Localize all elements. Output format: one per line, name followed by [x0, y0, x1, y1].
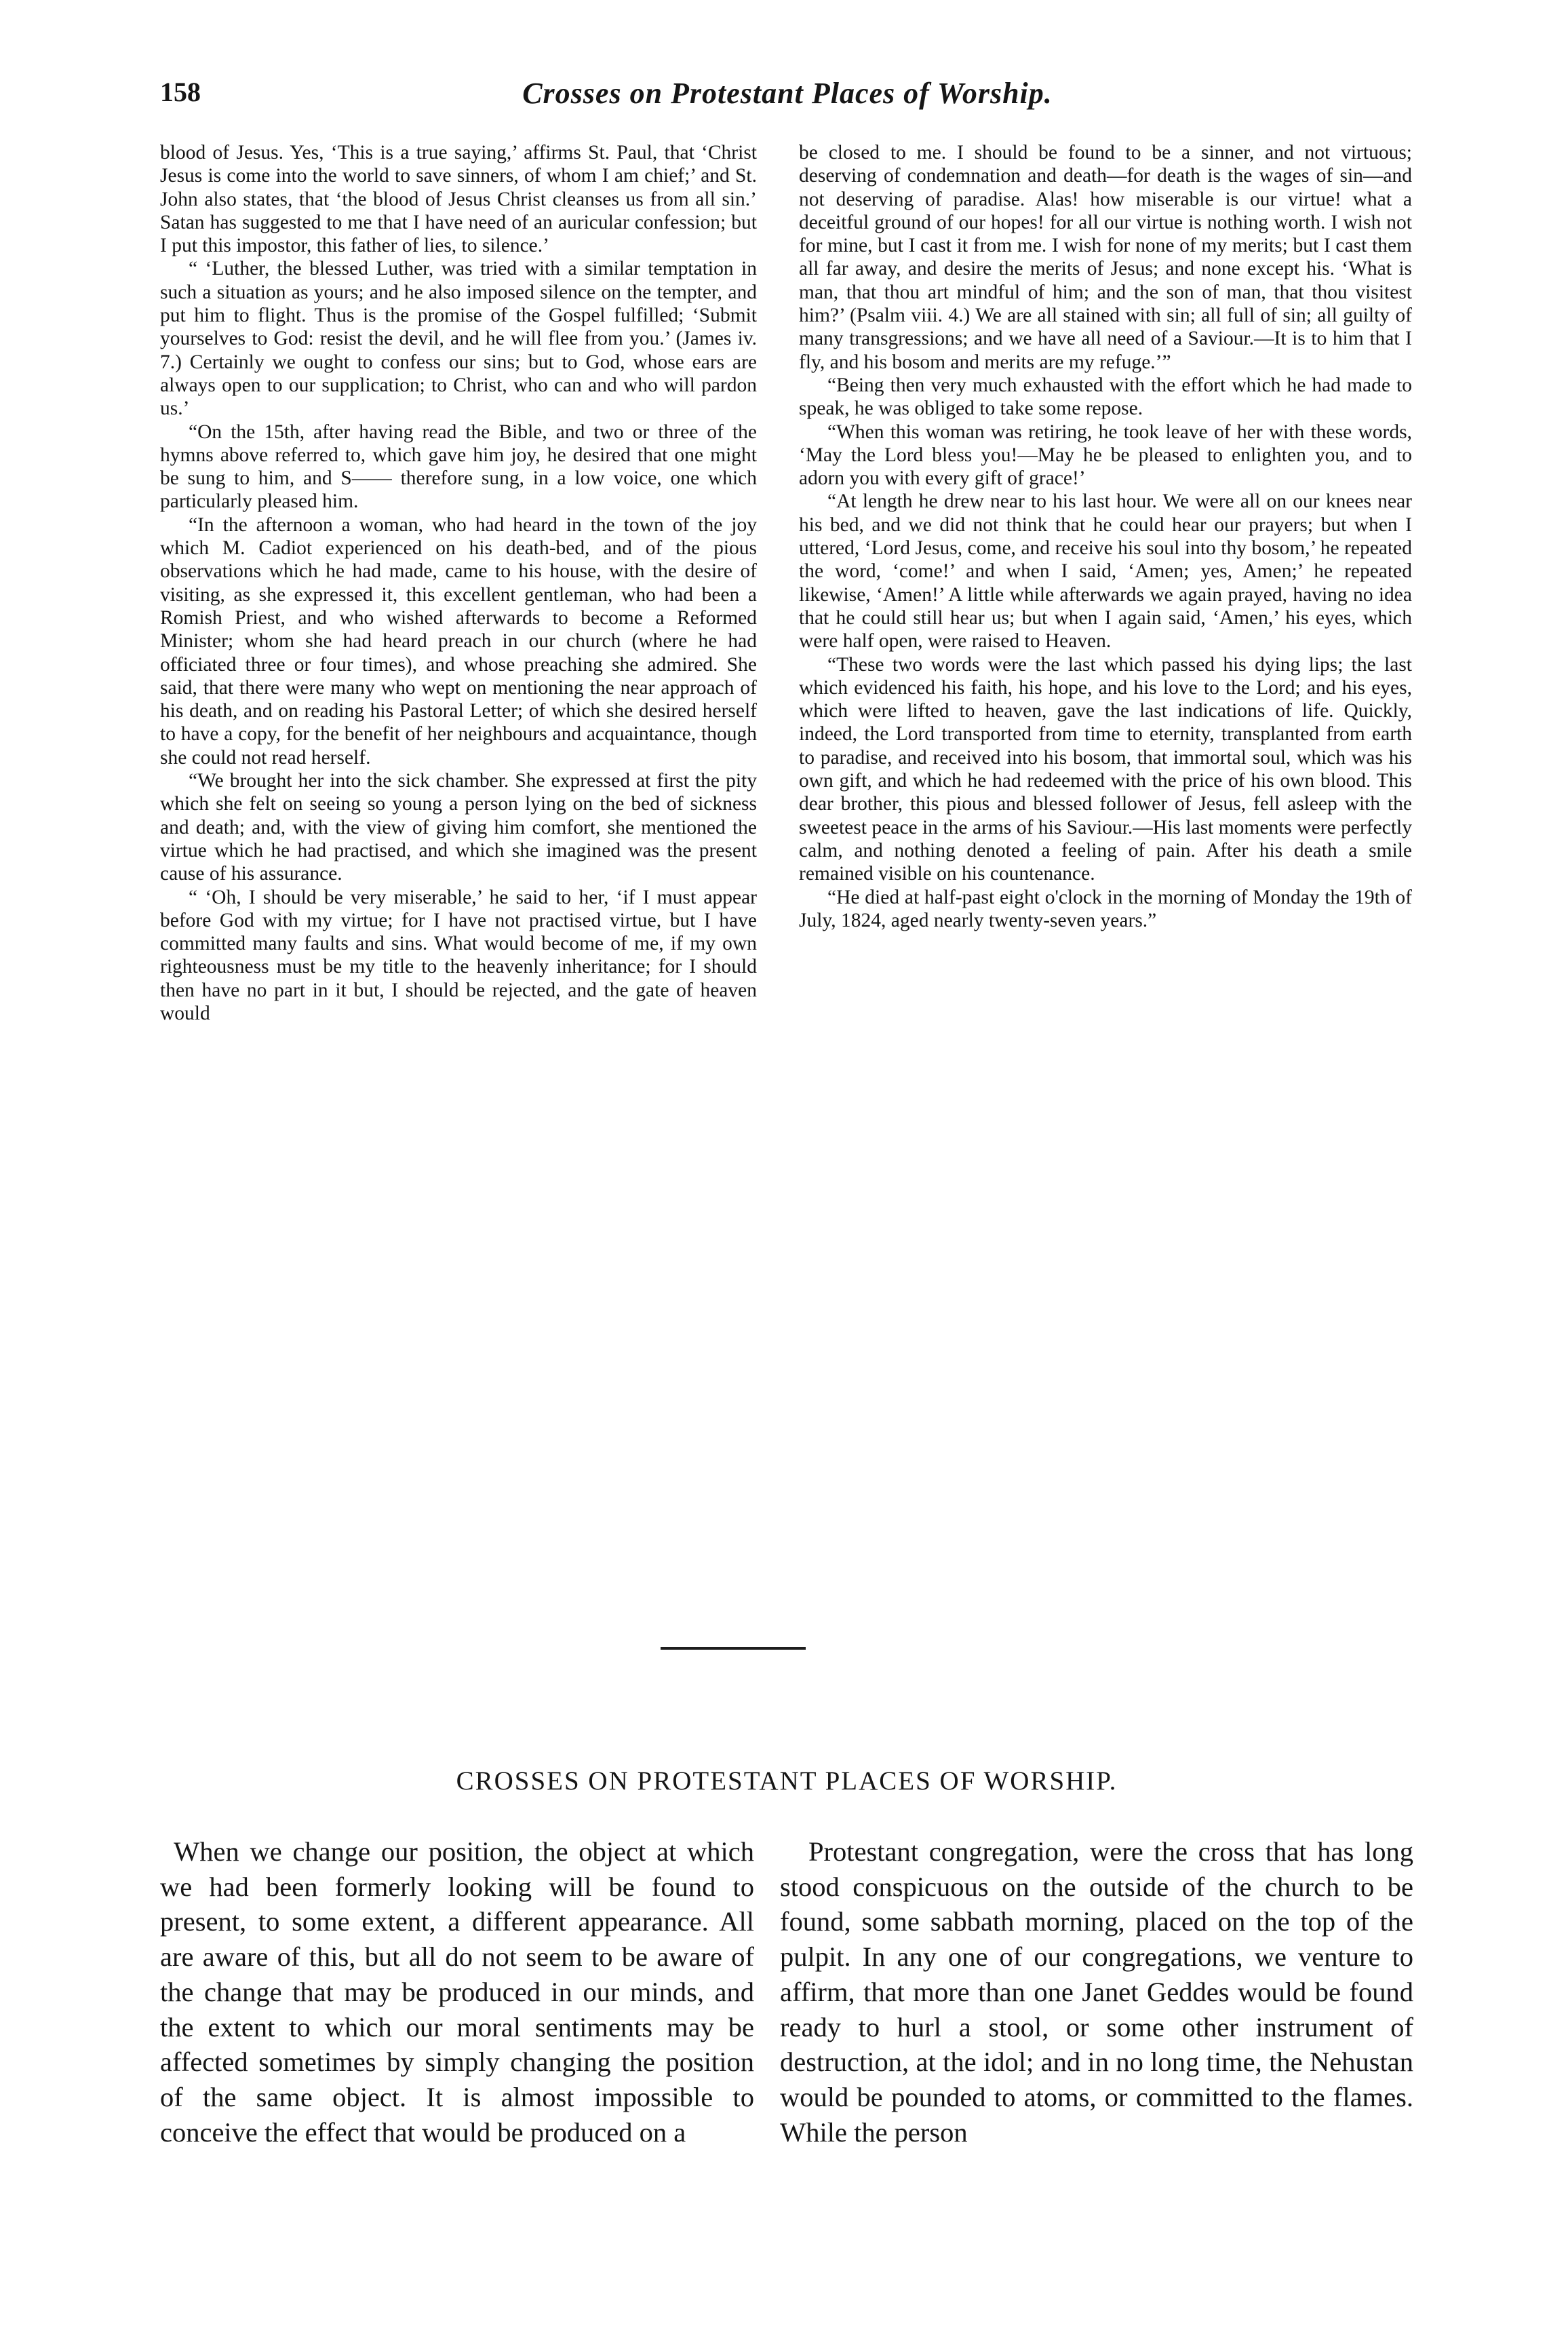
paragraph: “Being then very much exhausted with the effort which he had made to speak, he was obliged to take some repose.: [799, 374, 1412, 420]
section-paragraph: When we change our position, the object at which we had been formerly looking will be found to present, to some extent, a different appearance. All are aware of this, but all do not seem to be aware of the change that may be produced in our minds, and the extent to which our moral sentiments may be affected sometimes by simply changing the position of the same object. It is almost impossible to conceive the effect that would be produced on a: [160, 1836, 754, 2148]
paragraph: “On the 15th, after having read the Bible, and two or three of the hymns above referred to, which gave him joy, he desired that one might be sung to him, and S—— therefore sung, in a low voice, one which particularly pleased him.: [160, 421, 757, 513]
section-divider-rule: [661, 1647, 806, 1650]
paragraph: “ ‘Oh, I should be very miserable,’ he said to her, ‘if I must appear before God with my virtue; for I have not practised virtue, but I have committed many faults and sins. What would become of me, if my own righteousness must be my title to the heavenly inheritance; for I should then have no part in it but, I should be rejected, and the gate of heaven would: [160, 886, 757, 1024]
section-heading: CROSSES ON PROTESTANT PLACES OF WORSHIP.: [456, 1766, 1118, 1796]
paragraph: “ ‘Luther, the blessed Luther, was tried with a similar temptation in such a situation as yours; and he also imposed silence on the tempter, and put him to flight. Thus is the promise of the Gospel fulfilled; ‘Submit yourselves to God: resist the devil, and he will flee from you.’ (James iv. 7.) Certainly we ought to confess our sins; but to God, whose ears are always open to our supplication; to Christ, who can and who will pardon us.’: [160, 258, 757, 420]
paragraph: “When this woman was retiring, he took leave of her with these words, ‘May the Lord bless you!—May he be pleased to enlighten you, and to adorn you with every gift of grace!’: [799, 421, 1412, 490]
section-paragraph: Protestant congregation, were the cross that has long stood conspicuous on the outside of the church to be found, some sabbath morning, placed on the top of the pulpit. In any one of our congregations, we venture to affirm, that more than one Janet Geddes would be found ready to hurl a stool, or some other instrument of destruction, at the idol; and in no long time, the Nehustan would be pounded to atoms, or committed to the flames. While the person: [780, 1836, 1413, 2148]
paragraph: blood of Jesus. Yes, ‘This is a true saying,’ affirms St. Paul, that ‘Christ Jesus is come into the world to save sinners, of whom I am chief;’ and St. John also states, that ‘the blood of Jesus Christ cleanses us from all sin.’ Satan has suggested to me that I have need of an auricular confession; but I put this impostor, this father of lies, to silence.’: [160, 142, 757, 257]
paragraph: “We brought her into the sick chamber. She expressed at first the pity which she felt on seeing so young a person lying on the bed of sickness and death; and, with the view of giving him comfort, she mentioned the virtue which he had practised, and which she imagined was the present cause of his assurance.: [160, 770, 757, 885]
paragraph: “He died at half-past eight o'clock in the morning of Monday the 19th of July, 1824, aged nearly twenty-seven years.”: [799, 886, 1412, 931]
left-column: [160, 141, 757, 1025]
running-head: [160, 76, 1415, 117]
running-title: Crosses on Protestant Places of Worship.: [522, 77, 1053, 110]
page-number: 158: [160, 77, 201, 107]
paragraph: “These two words were the last which passed his dying lips; the last which evidenced his faith, his hope, and his love to the Lord; and his eyes, which were lifted to heaven, gave the last indications of life. Quickly, indeed, the Lord transported from time to eternity, transplanted from earth to paradise, and received into his bosom, that immortal soul, which was his own gift, and which he had redeemed with the price of his own blood. This dear brother, this pious and blessed follower of Jesus, fell asleep with the sweetest peace in the arms of his Saviour.—His last moments were perfectly calm, and nothing denoted a feeling of pain. After his death a smile remained visible on his countenance.: [799, 653, 1412, 885]
section-left-column: [160, 1834, 754, 2150]
right-column: [799, 141, 1412, 932]
paragraph: be closed to me. I should be found to be a sinner, and not virtuous; deserving of condemnation and death—for death is the wages of sin—and not deserving of paradise. Alas! how miserable is our virtue! what a deceitful ground of our hopes! for all our virtue is nothing worth. I wish not for mine, but I cast it from me. I wish for none of my merits; but I cast them all far away, and desire the merits of Jesus; and none except his. ‘What is man, that thou art mindful of him; and the son of man, that thou visitest him?’ (Psalm viii. 4.) We are all stained with sin; all full of sin; all guilty of many transgressions; and we have all need of a Saviour.—It is to him that I fly, and his bosom and merits are my refuge.’”: [799, 142, 1412, 373]
section-right-column: [780, 1834, 1413, 2150]
paragraph: “In the afternoon a woman, who had heard in the town of the joy which M. Cadiot experienced on his death-bed, and of the pious observations which he had made, came to his house, with the desire of visiting, as she expressed it, this excellent gentleman, who had been a Romish Priest, and who wished afterwards to become a Reformed Minister; whom she had heard preach in our church (where he had officiated three or four times), and whose preaching she admired. She said, that there were many who wept on mentioning the near approach of his death, and on reading his Pastoral Letter; of which she desired herself to have a copy, for the benefit of her neighbours and acquaintance, though she could not read herself.: [160, 513, 757, 769]
paragraph: “At length he drew near to his last hour. We were all on our knees near his bed, and we did not think that he could hear our prayers; but when I uttered, ‘Lord Jesus, come, and receive his soul into thy bosom,’ he repeated the word, ‘come!’ and when I said, ‘Amen; yes, Amen;’ he repeated likewise, ‘Amen!’ A little while afterwards we again prayed, having no idea that he could still hear us; but when I again said, ‘Amen,’ his eyes, which were half open, were raised to Heaven.: [799, 490, 1412, 653]
